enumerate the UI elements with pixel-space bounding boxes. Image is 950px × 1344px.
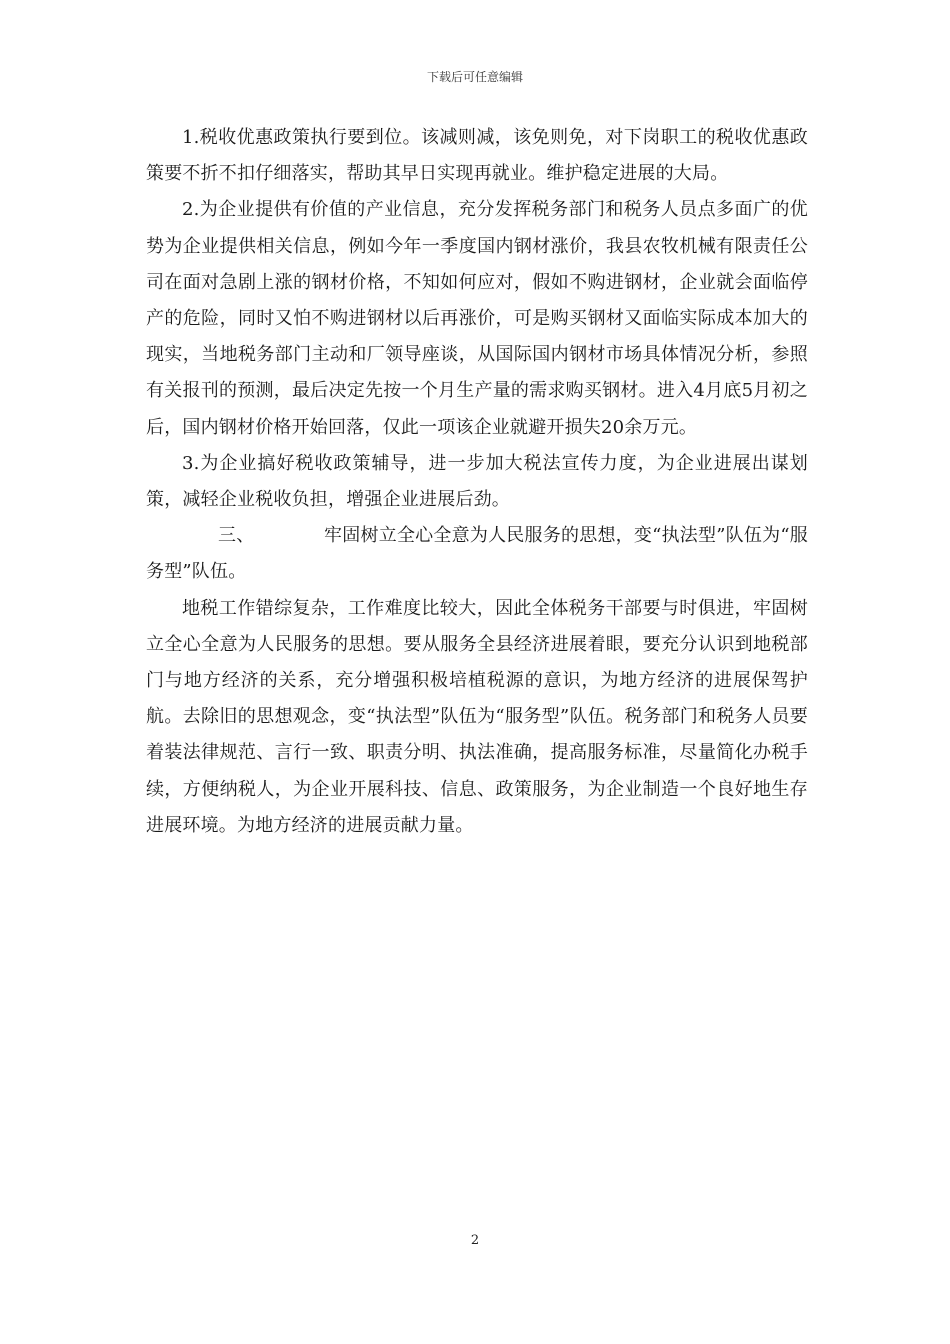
paragraph-tax-preference: 1.税收优惠政策执行要到位。该减则减，该免则免，对下岗职工的税收优惠政策要不折不扣仔细落实，帮助其早日实现再就业。维护稳定进展的大局。 [146,127,808,185]
paragraph-industry-information: 2.为企业提供有价值的产业信息，充分发挥税务部门和税务人员点多面广的优势为企业提供相关信息，例如今年一季度国内钢材涨价，我县农牧机械有限责任公司在面对急剧上涨的钢材价格，不知如何应对，假如不购进钢材，企业就会面临停产的危险，同时又怕不购进钢材以后再涨价，可是购买钢材又面临实际成本加大的现实，当地税务部门主动和厂领导座谈，从国际国内钢材市场具体情况分析，参照有关报刊的预测，最后决定先按一个月生产量的需求购买钢材。进入4月底5月初之后，国内钢材价格开始回落，仅此一项该企业就避开损失20余万元。 [146,199,808,438]
page-header: 下载后可任意编辑 [426,70,523,84]
section-number: 三、 [218,525,255,547]
paragraph-service-mindset: 地税工作错综复杂，工作难度比较大，因此全体税务干部要与时俱进，牢固树立全心全意为人民服务的思想。要从服务全县经济进展着眼，要充分认识到地税部门与地方经济的关系，充分增强积极培植税源的意识，为地方经济的进展保驾护航。去除旧的思想观念，变“执法型”队伍为“服务型”队伍。税务部门和税务人员要着装法律规范、言行一致、职责分明、执法准确，提高服务标准，尽量简化办税手续，方便纳税人，为企业开展科技、信息、政策服务，为企业制造一个良好地生存进展环境。为地方经济的进展贡献力量。 [146,597,808,836]
document-body [146,120,808,844]
section-title: 牢固树立全心全意为人民服务的思想，变“执法型”队伍为“服务型”队伍。 [146,525,808,583]
paragraph-policy-guidance: 3.为企业搞好税收政策辅导，进一步加大税法宣传力度，为企业进展出谋划策，减轻企业税收负担，增强企业进展后劲。 [146,452,808,511]
page-number: 2 [470,1233,480,1248]
section-heading [146,518,808,590]
